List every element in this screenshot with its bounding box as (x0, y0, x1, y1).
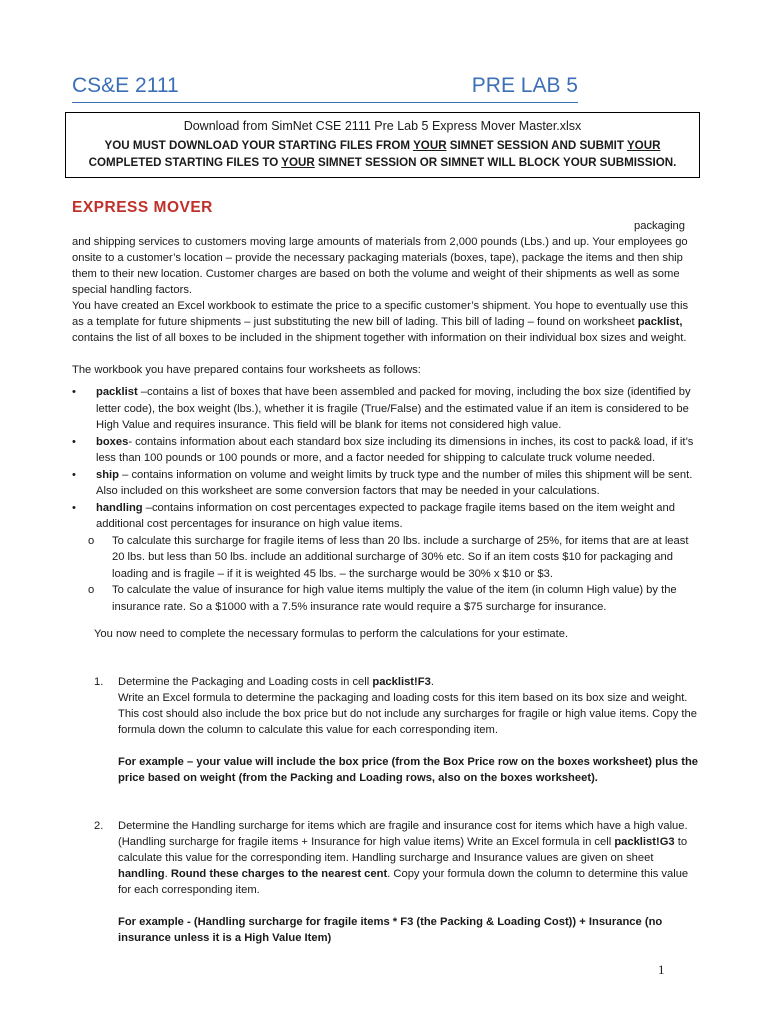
step-body (118, 674, 700, 786)
intro-text: You have created an Excel workbook to estimate the price to a specific customer’s shipment. You hope to eventually use this as a template for future shipments – just substituting the new bill of lading. This bill of lading – found on worksheet (72, 300, 689, 328)
notice-emphasis: YOUR (413, 139, 447, 152)
intro-paragraph-1: and shipping services to customers moving large amounts of materials from 2,000 pounds (Lbs.) and up. Your employees go onsite to a customer’s location – provide the necessary packaging materials (boxes, tape), package the items and then ship them to their new location. Customer charges are based on both the volume and weight of their shipments as well as some special handling factors. (72, 236, 688, 296)
intro-text: contains the list of all boxes to be included in the shipment together with information on their individual box sizes and weight. (72, 332, 687, 344)
list-item (72, 467, 700, 500)
step-text: . Copy your formula down the column to determine this value for each corresponding item. (118, 868, 689, 896)
intro-paragraph-2 (72, 298, 700, 346)
sub-item-text: To calculate this surcharge for fragile items of less than 20 lbs. include a surcharge of 25%, for items that are at least 20 lbs. but less than 50 lbs. include an additional surcharge of 30% etc. So if an item costs $10 for packaging and loading and is fragile – if it is weighted 45 lbs. – the surcharge would be 30% x $10 or $3. (112, 534, 689, 580)
sheet-name: handling (118, 868, 165, 880)
page-number: 1 (658, 962, 665, 977)
worksheet-list (72, 384, 700, 615)
intro-sheet-name: packlist, (637, 316, 683, 328)
lab-title: PRE LAB 5 (471, 74, 578, 97)
notice-text: YOU MUST DOWNLOAD YOUR STARTING FILES FROM (104, 139, 414, 152)
step-example: For example - (Handling surcharge for fragile items * F3 (the Packing & Loading Cost)) + Insurance (no insurance unless it is a High Value Item) (118, 916, 663, 944)
worksheet-description: – contains information on volume and weight limits by truck type and the number of miles this shipment will be sent. Also included on this worksheet are some conversion factors that may be needed in your calculations. (96, 468, 693, 497)
closing-paragraph: You now need to complete the necessary formulas to perform the calculations for your estimate. (94, 628, 569, 640)
worksheet-name: packlist (96, 386, 138, 398)
sub-list-item (72, 582, 700, 615)
circle-bullet-icon: o (88, 584, 95, 596)
notice-warning-line-1 (66, 139, 699, 152)
list-item (72, 500, 700, 533)
step-2 (94, 818, 700, 946)
notice-text: SIMNET SESSION AND SUBMIT (446, 139, 627, 152)
notice-warning-line-2 (66, 156, 699, 169)
bullet-icon: • (72, 386, 76, 398)
step-description: Write an Excel formula to determine the packaging and loading costs for this item based on its box size and weight. This cost should also include the box price but do not include any surcharges for fragile or high value items. Copy the formula down the column to calculate this value for each corresponding item. (118, 692, 697, 736)
course-code: CS&E 2111 (72, 74, 179, 97)
step-text: Determine the Handling surcharge for items which are fragile and insurance cost for items which have a high value. (Handling surcharge for fragile items + Insurance for high value items) Write an Excel formula in cell (118, 820, 688, 848)
cell-reference: packlist!G3 (614, 836, 675, 848)
step-text: to calculate this value for the corresponding item. Handling surcharge and Insurance values are given on sheet (118, 836, 688, 864)
list-item (72, 434, 700, 467)
download-instruction: Download from SimNet CSE 2111 Pre Lab 5 Express Mover Master.xlsx (183, 119, 582, 133)
step-text: . (164, 868, 171, 880)
worksheet-description: –contains a list of boxes that have been assembled and packed for moving, including the box size (identified by letter code), the box weight (lbs.), whether it is fragile (True/False) and the estimated value if an item is considered to be High Value and requires insurance. This field will be blank for items not considered high value. (96, 386, 691, 431)
intro-paragraph-4: The workbook you have prepared contains four worksheets as follows: (72, 364, 421, 376)
sub-list-item (72, 533, 700, 583)
worksheet-name: boxes (96, 435, 129, 448)
step-body (118, 818, 700, 946)
step-description (118, 818, 700, 898)
step-number: 1. (94, 676, 104, 688)
bullet-icon: • (72, 435, 76, 448)
download-notice-box (65, 112, 700, 178)
bullet-icon: • (72, 468, 76, 481)
page-header (72, 74, 578, 103)
notice-text: COMPLETED STARTING FILES TO (88, 156, 282, 169)
worksheet-name: ship (96, 468, 119, 481)
bullet-icon: • (72, 501, 76, 514)
step-heading (118, 674, 700, 690)
notice-text: SIMNET SESSION OR SIMNET WILL BLOCK YOUR SUBMISSION. (314, 156, 677, 169)
worksheet-name: handling (96, 501, 143, 514)
circle-bullet-icon: o (88, 534, 95, 547)
worksheet-description: –contains information on cost percentages expected to package fragile items based on the item weight and additional cost percentages for insurance on high value items. (96, 501, 675, 530)
step-example: For example – your value will include the box price (from the Box Price row on the boxes worksheet) plus the price based on weight (from the Packing and Loading rows, also on the boxes worksheet). (118, 756, 699, 784)
list-item (72, 384, 700, 434)
section-title: EXPRESS MOVER (72, 199, 213, 216)
step-text: Determine the Packaging and Loading costs in cell (118, 676, 373, 688)
step-number: 2. (94, 820, 104, 832)
notice-emphasis: YOUR (281, 156, 315, 169)
worksheet-description: - contains information about each standard box size including its dimensions in inches, its cost to pack& load, if it’s less than 100 pounds or 100 pounds or more, and a factor needed for shipping to calculate truck volume needed. (96, 435, 694, 464)
step-1 (94, 674, 700, 786)
step-text: . (430, 676, 434, 688)
step-emphasis: Round these charges to the nearest cent (170, 868, 388, 880)
floating-word: packaging (634, 220, 686, 232)
cell-reference: packlist!F3 (372, 676, 431, 688)
sub-item-text: To calculate the value of insurance for high value items multiply the value of the item (in column High value) by the insurance rate. So a $1000 with a 7.5% insurance rate would require a $75 surcharge for insurance. (112, 584, 677, 613)
notice-emphasis: YOUR (626, 139, 661, 152)
